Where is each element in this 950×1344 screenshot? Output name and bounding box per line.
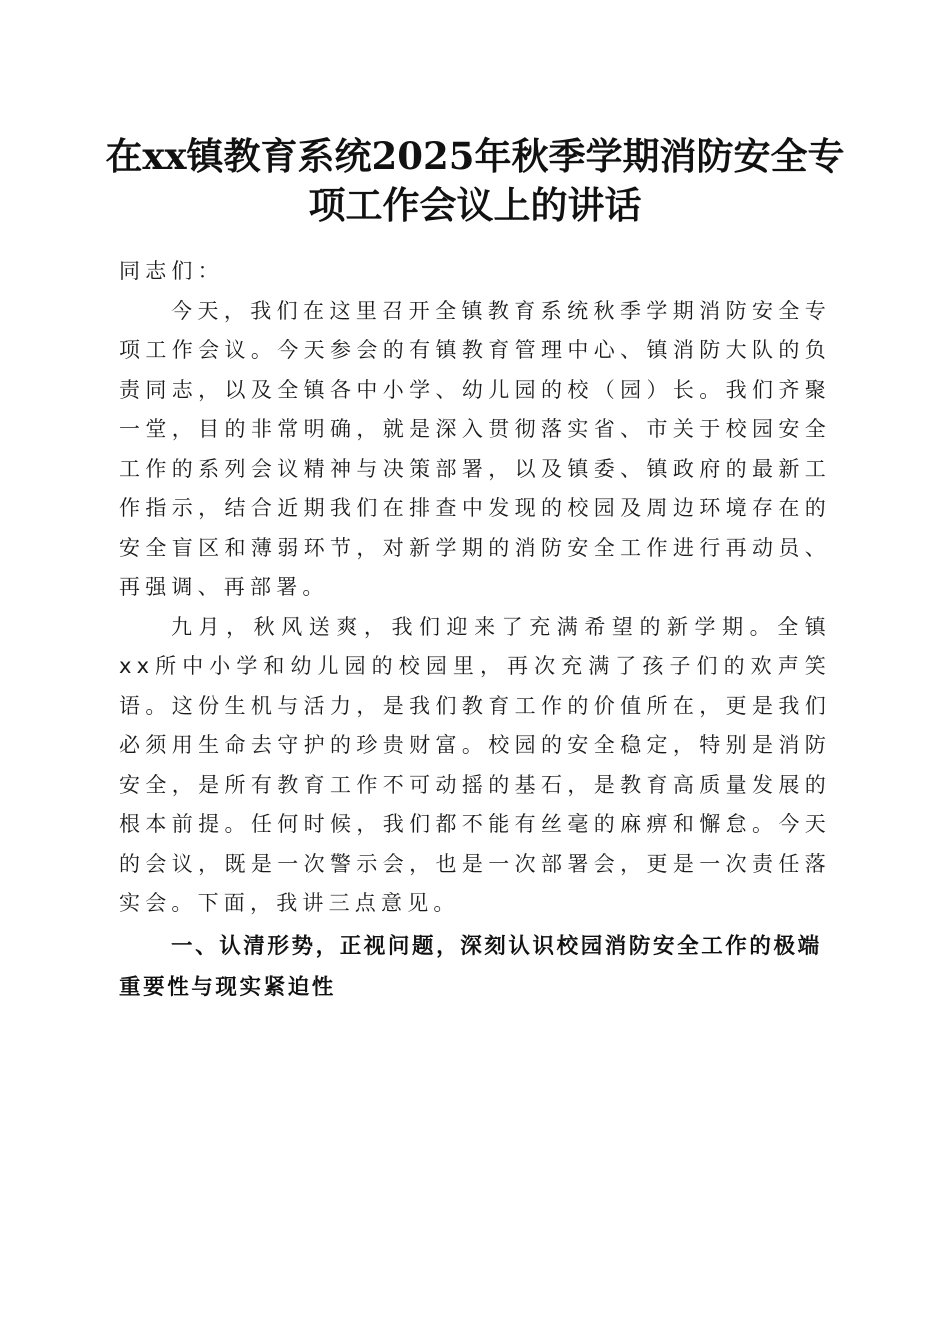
- title-line-1: 在xx镇教育系统2025年秋季学期消防安全专: [105, 134, 845, 178]
- section-heading: 一、认清形势，正视问题，深刻认识校园消防安全工作的极端重要性与现实紧迫性: [119, 933, 822, 1000]
- document-body: [119, 252, 831, 1008]
- paragraph-opening: 今天，我们在这里召开全镇教育系统秋季学期消防安全专项工作会议。今天参会的有镇教育管理中心、镇消防大队的负责同志，以及全镇各中小学、幼儿园的校（园）长。我们齐聚一堂，目的非常明确，就是深入贯彻落实省、市关于校园安全工作的系列会议精神与决策部署，以及镇委、镇政府的最新工作指示，结合近期我们在排查中发现的校园及周边环境存在的安全盲区和薄弱环节，对新学期的消防安全工作进行再动员、再强调、再部署。: [119, 298, 831, 599]
- paragraph-semester: 九月，秋风送爽，我们迎来了充满希望的新学期。全镇xx所中小学和幼儿园的校园里，再次充满了孩子们的欢声笑语。这份生机与活力，是我们教育工作的价值所在，更是我们必须用生命去守护的珍贵财富。校园的安全稳定，特别是消防安全，是所有教育工作不可动摇的基石，是教育高质量发展的根本前提。任何时候，我们都不能有丝毫的麻痹和懈怠。今天的会议，既是一次警示会，也是一次部署会，更是一次责任落实会。下面，我讲三点意见。: [119, 614, 831, 915]
- title-line-2: 项工作会议上的讲话: [308, 183, 642, 227]
- salutation: 同志们：: [119, 259, 224, 283]
- document-title: [100, 132, 850, 230]
